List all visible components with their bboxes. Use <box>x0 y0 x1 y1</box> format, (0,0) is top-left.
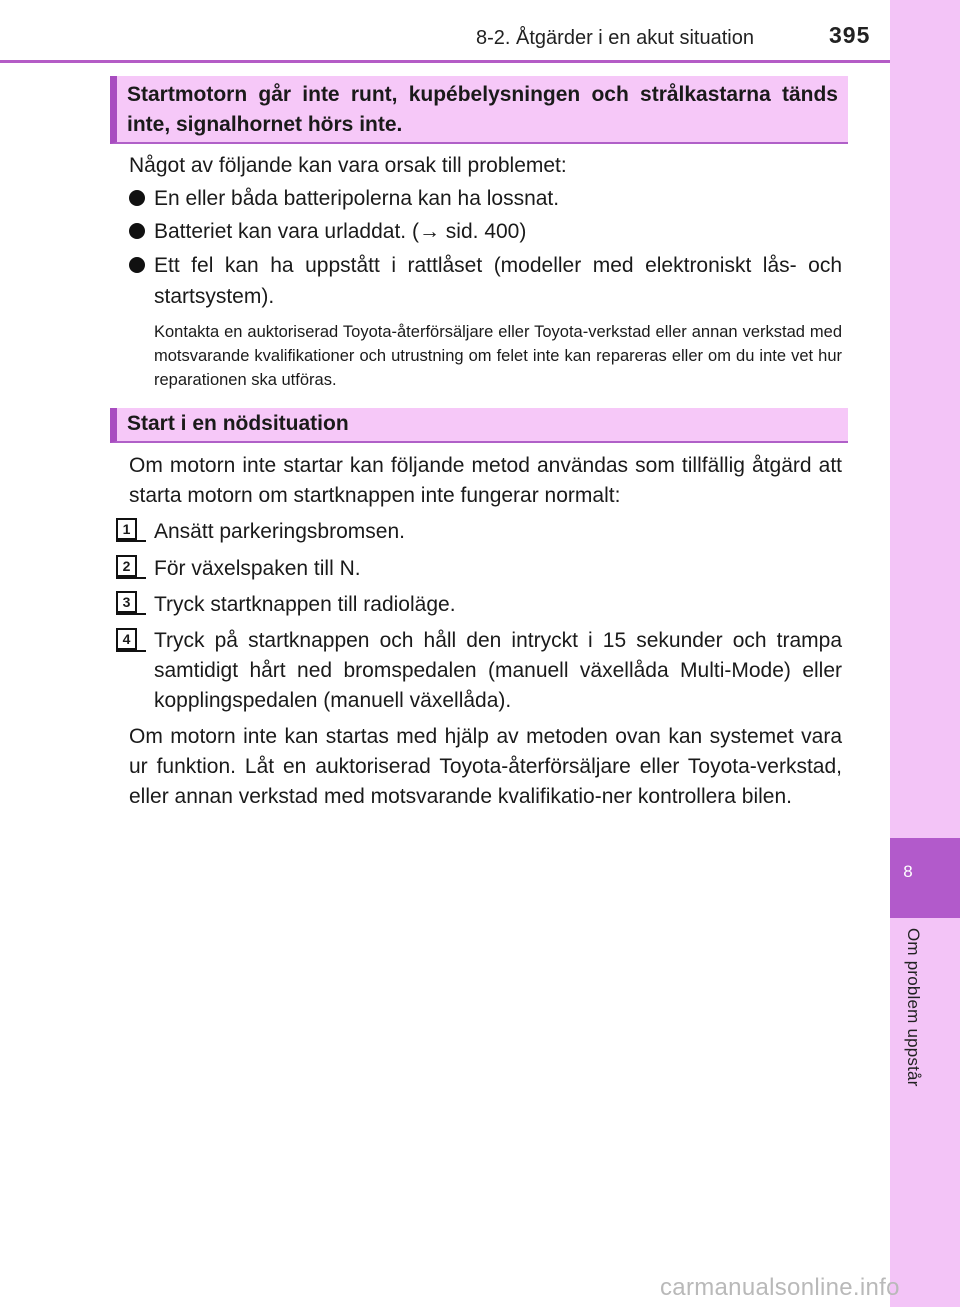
bullet-icon <box>129 257 145 273</box>
section-heading-emergency-start: Start i en nödsituation <box>110 408 848 443</box>
header-divider <box>0 60 890 63</box>
bullet-icon <box>129 190 145 206</box>
bullet-item: En eller båda batteripolerna kan ha lossnat. <box>154 187 560 210</box>
page-number: 395 <box>829 22 871 48</box>
step-text: Tryck på startknappen och håll den intryckt i 15 sekunder och trampa samtidigt hårt ned bromspedalen (manuell växellåda Multi-Mode) eller kopplingspedalen (manuell växellåda). <box>154 629 842 712</box>
chapter-title: Om problem uppstår <box>904 928 923 1087</box>
section1-intro: Något av följande kan vara orsak till problemet: <box>129 154 567 177</box>
step-number-badge: 4 <box>116 628 137 650</box>
watermark: carmanualsonline.info <box>660 1274 900 1301</box>
step-text: För växelspaken till N. <box>154 557 361 580</box>
bullet-item: Batteriet kan vara urladdat. (→ sid. 400) <box>154 220 527 243</box>
section2-intro: Om motorn inte startar kan följande metod användas som tillfällig åtgärd att starta motorn om startknappen inte fungerar normalt: <box>129 454 842 507</box>
bullet-icon <box>129 223 145 239</box>
step-text: Tryck startknappen till radioläge. <box>154 593 456 616</box>
step-number-badge: 3 <box>116 591 137 613</box>
section-heading-starter: Startmotorn går inte runt, kupébelysningen och strålkastarna tänds inte, signalhornet hörs inte. <box>110 76 848 144</box>
chapter-number: 8 <box>903 862 913 881</box>
section1-note: Kontakta en auktoriserad Toyota-återförsäljare eller Toyota-verkstad eller annan verkstad med motsvarande kvalifikationer och utrustning om felet inte kan repareras eller om du inte vet hur reparationen ska utföras. <box>154 323 842 389</box>
bullet-item: Ett fel kan ha uppstått i rattlåset (modeller med elektroniskt lås- och startsystem). <box>154 254 842 308</box>
step-underline <box>116 613 146 615</box>
header-section-title: 8-2. Åtgärder i en akut situation <box>476 27 754 49</box>
section2-closing: Om motorn inte kan startas med hjälp av metoden ovan kan systemet vara ur funktion. Låt en auktoriserad Toyota-återförsäljare eller Toyota-verkstad, eller annan verkstad med motsvarande kvalifikatio-ner kontrollera bilen. <box>129 725 842 808</box>
step-underline <box>116 540 146 542</box>
step-underline <box>116 577 146 579</box>
step-text: Ansätt parkeringsbromsen. <box>154 520 405 543</box>
step-number-badge: 2 <box>116 555 137 577</box>
step-number-badge: 1 <box>116 518 137 540</box>
step-underline <box>116 650 146 652</box>
